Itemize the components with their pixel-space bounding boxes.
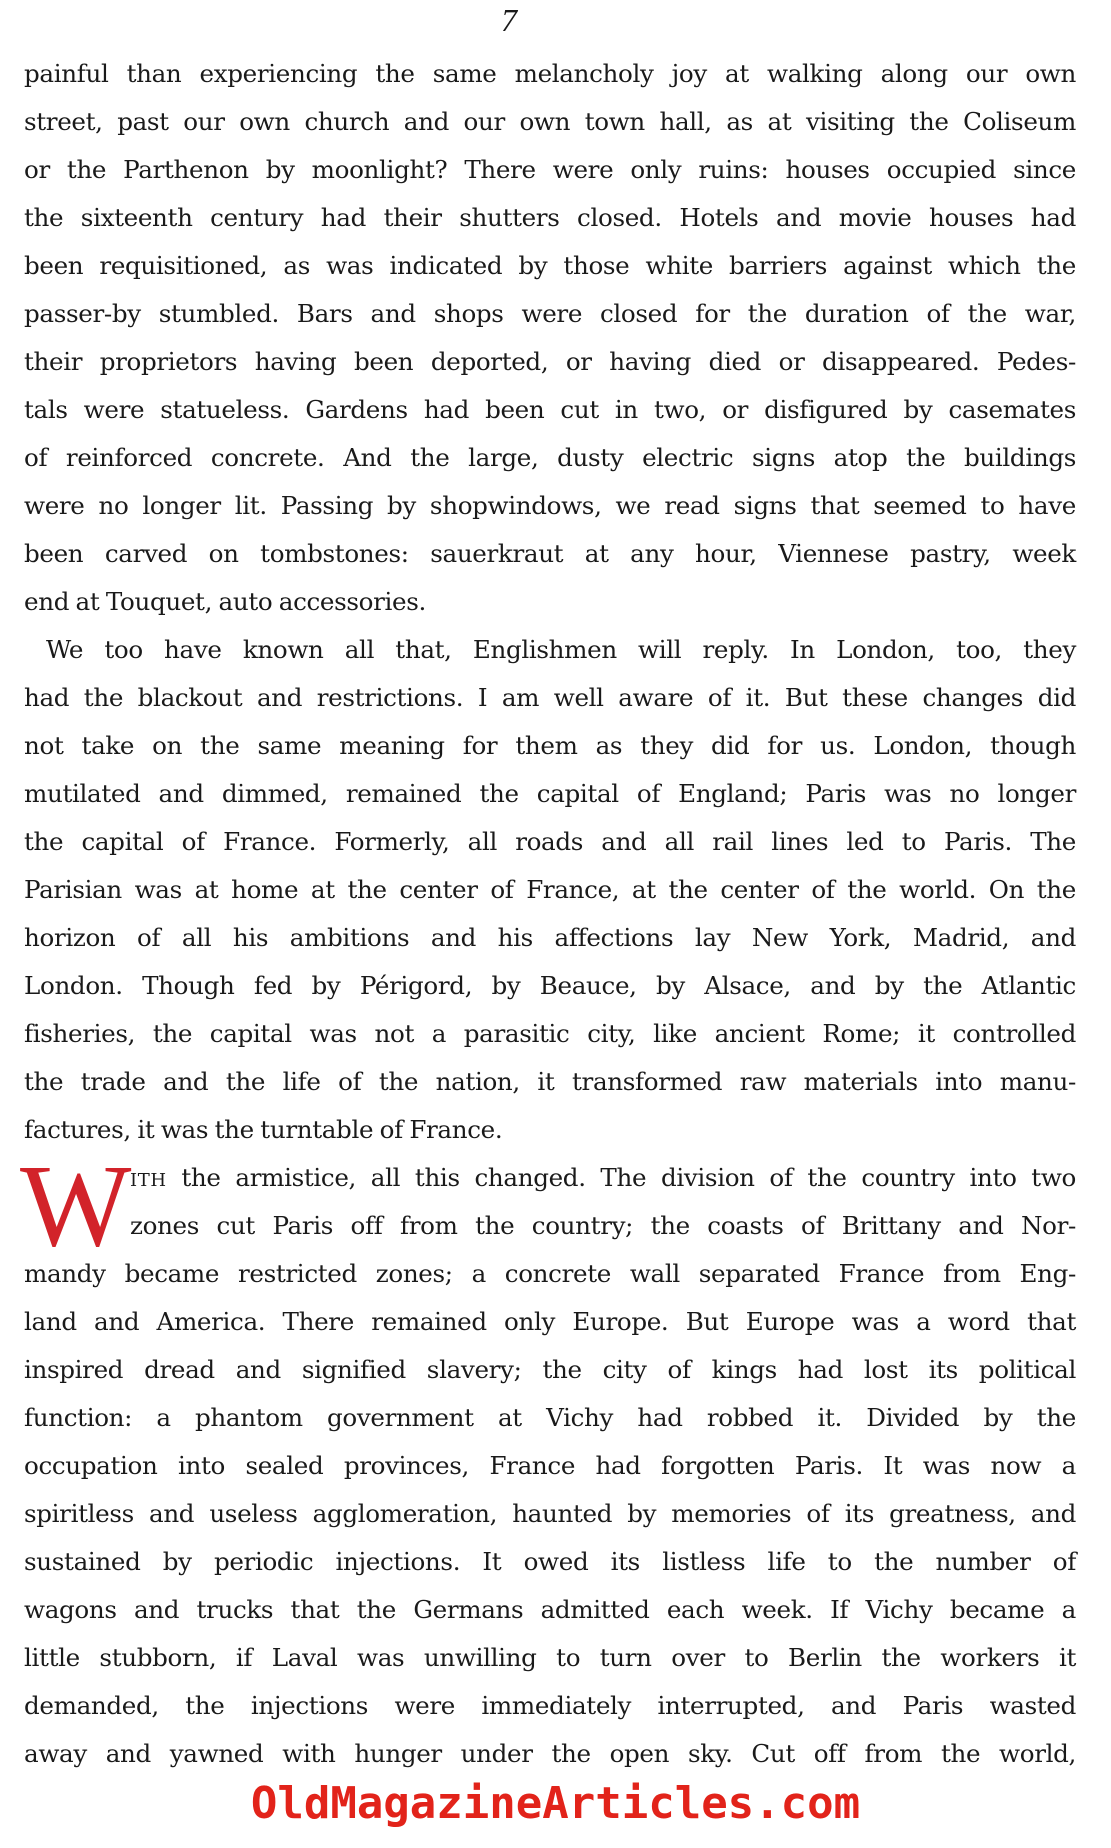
text-line: spiritless and useless agglomeration, haunted by memories of its greatness, and [24, 1499, 1076, 1528]
text-line: passer-by stumbled. Bars and shops were closed for the duration of the war, [24, 299, 1076, 328]
drop-cap: W [20, 1140, 132, 1271]
text-line: demanded, the injections were immediately interrupted, and Paris wasted [24, 1691, 1076, 1720]
text-line: been requisitioned, as was indicated by those white barriers against which the [24, 251, 1076, 280]
text-line: the sixteenth century had their shutters closed. Hotels and movie houses had [24, 203, 1076, 232]
text-line: function: a phantom government at Vichy had robbed it. Divided by the [24, 1403, 1076, 1432]
text-line: We too have known all that, Englishmen will reply. In London, too, they [46, 635, 1076, 664]
first-line-text: the armistice, all this changed. The division of the country into two [166, 1163, 1076, 1192]
text-line: end at Touquet, auto accessories. [24, 587, 427, 616]
text-line: factures, it was the turntable of France. [24, 1115, 503, 1144]
text-line: fisheries, the capital was not a parasitic city, like ancient Rome; it controlled [24, 1019, 1076, 1048]
page-number: 7 [501, 2, 517, 38]
text-line: tals were statueless. Gardens had been cut in two, or disfigured by casemates [24, 395, 1076, 424]
text-line: away and yawned with hunger under the open sky. Cut off from the world, [24, 1739, 1076, 1768]
text-line: of reinforced concrete. And the large, dusty electric signs atop the buildings [24, 443, 1076, 472]
text-line: not take on the same meaning for them as they did for us. London, though [24, 731, 1076, 760]
text-line: been carved on tombstones: sauerkraut at any hour, Viennese pastry, week [24, 539, 1076, 568]
site-watermark: OldMagazineArticles.com [250, 1778, 861, 1829]
text-line: painful than experiencing the same melancholy joy at walking along our own [24, 59, 1076, 88]
paragraph-3 [20, 1140, 1076, 1778]
text-line: had the blackout and restrictions. I am well aware of it. But these changes did [24, 683, 1076, 712]
text-line: zones cut Paris off from the country; the coasts of Brittany and Nor- [130, 1211, 1076, 1240]
text-line: the capital of France. Formerly, all roads and all rail lines led to Paris. The [24, 827, 1076, 856]
small-caps-lead: ITH [130, 1170, 167, 1191]
text-line: London. Though fed by Périgord, by Beauce, by Alsace, and by the Atlantic [24, 971, 1076, 1000]
text-line: the trade and the life of the nation, it transformed raw materials into manu- [24, 1067, 1076, 1096]
text-line [24, 1154, 1076, 1202]
text-line: were no longer lit. Passing by shopwindows, we read signs that seemed to have [24, 491, 1076, 520]
text-line: mutilated and dimmed, remained the capital of England; Paris was no longer [24, 779, 1076, 808]
text-line: little stubborn, if Laval was unwilling to turn over to Berlin the workers it [24, 1643, 1076, 1672]
text-line: sustained by periodic injections. It owed its listless life to the number of [24, 1547, 1076, 1576]
text-line: their proprietors having been deported, or having died or disappeared. Pedes- [24, 347, 1076, 376]
text-line: horizon of all his ambitions and his affections lay New York, Madrid, and [24, 923, 1076, 952]
text-line: land and America. There remained only Europe. But Europe was a word that [24, 1307, 1076, 1336]
paragraph-1 [24, 50, 1076, 626]
paragraph-2 [24, 626, 1076, 1154]
text-line: Parisian was at home at the center of France, at the center of the world. On the [24, 875, 1076, 904]
text-line: or the Parthenon by moonlight? There were only ruins: houses occupied since [24, 155, 1076, 184]
article-body [20, 50, 1076, 1778]
text-line: street, past our own church and our own town hall, as at visiting the Coliseum [24, 107, 1076, 136]
text-line: wagons and trucks that the Germans admitted each week. If Vichy became a [24, 1595, 1076, 1624]
text-line: occupation into sealed provinces, France had forgotten Paris. It was now a [24, 1451, 1076, 1480]
text-line: inspired dread and signified slavery; the city of kings had lost its political [24, 1355, 1076, 1384]
text-line: mandy became restricted zones; a concrete wall separated France from Eng- [24, 1259, 1076, 1288]
